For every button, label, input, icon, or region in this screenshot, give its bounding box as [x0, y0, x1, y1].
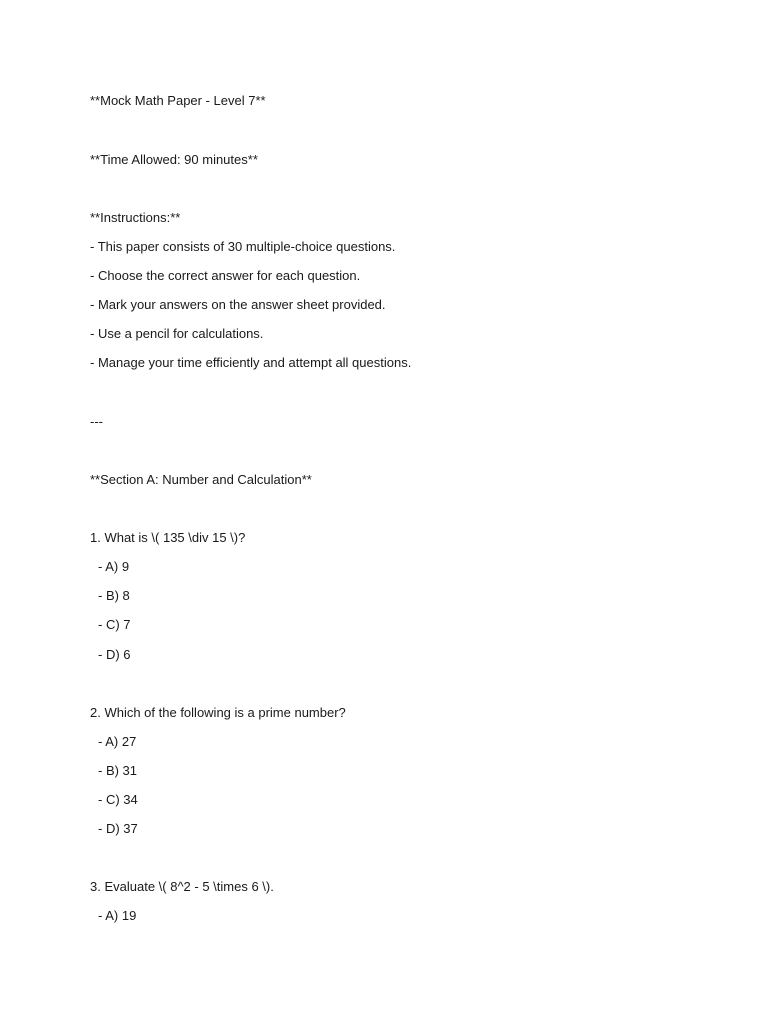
instruction-item: - This paper consists of 30 multiple-choice questions. — [90, 239, 396, 254]
question-1-option-c: - C) 7 — [98, 617, 131, 632]
section-a-heading: **Section A: Number and Calculation** — [90, 472, 312, 487]
question-2-option-d: - D) 37 — [98, 821, 138, 836]
question-3-option-a: - A) 19 — [98, 908, 137, 923]
question-1-option-d: - D) 6 — [98, 647, 131, 662]
paper-title: **Mock Math Paper - Level 7** — [90, 93, 266, 108]
instruction-item: - Choose the correct answer for each question. — [90, 268, 361, 283]
question-1-option-b: - B) 8 — [98, 588, 130, 603]
question-2-option-b: - B) 31 — [98, 763, 138, 778]
section-separator: --- — [90, 414, 103, 429]
instruction-item: - Use a pencil for calculations. — [90, 326, 264, 341]
question-2: 2. Which of the following is a prime number? — [90, 705, 346, 720]
question-1-option-a: - A) 9 — [98, 559, 130, 574]
instruction-item: - Manage your time efficiently and attempt all questions. — [90, 355, 412, 370]
question-1: 1. What is \( 135 \div 15 \)? — [90, 530, 246, 545]
instructions-heading: **Instructions:** — [90, 210, 181, 225]
question-2-option-a: - A) 27 — [98, 734, 137, 749]
instruction-item: - Mark your answers on the answer sheet provided. — [90, 297, 386, 312]
question-2-option-c: - C) 34 — [98, 792, 138, 807]
question-3: 3. Evaluate \( 8^2 - 5 \times 6 \). — [90, 879, 274, 894]
time-allowed: **Time Allowed: 90 minutes** — [90, 152, 258, 167]
